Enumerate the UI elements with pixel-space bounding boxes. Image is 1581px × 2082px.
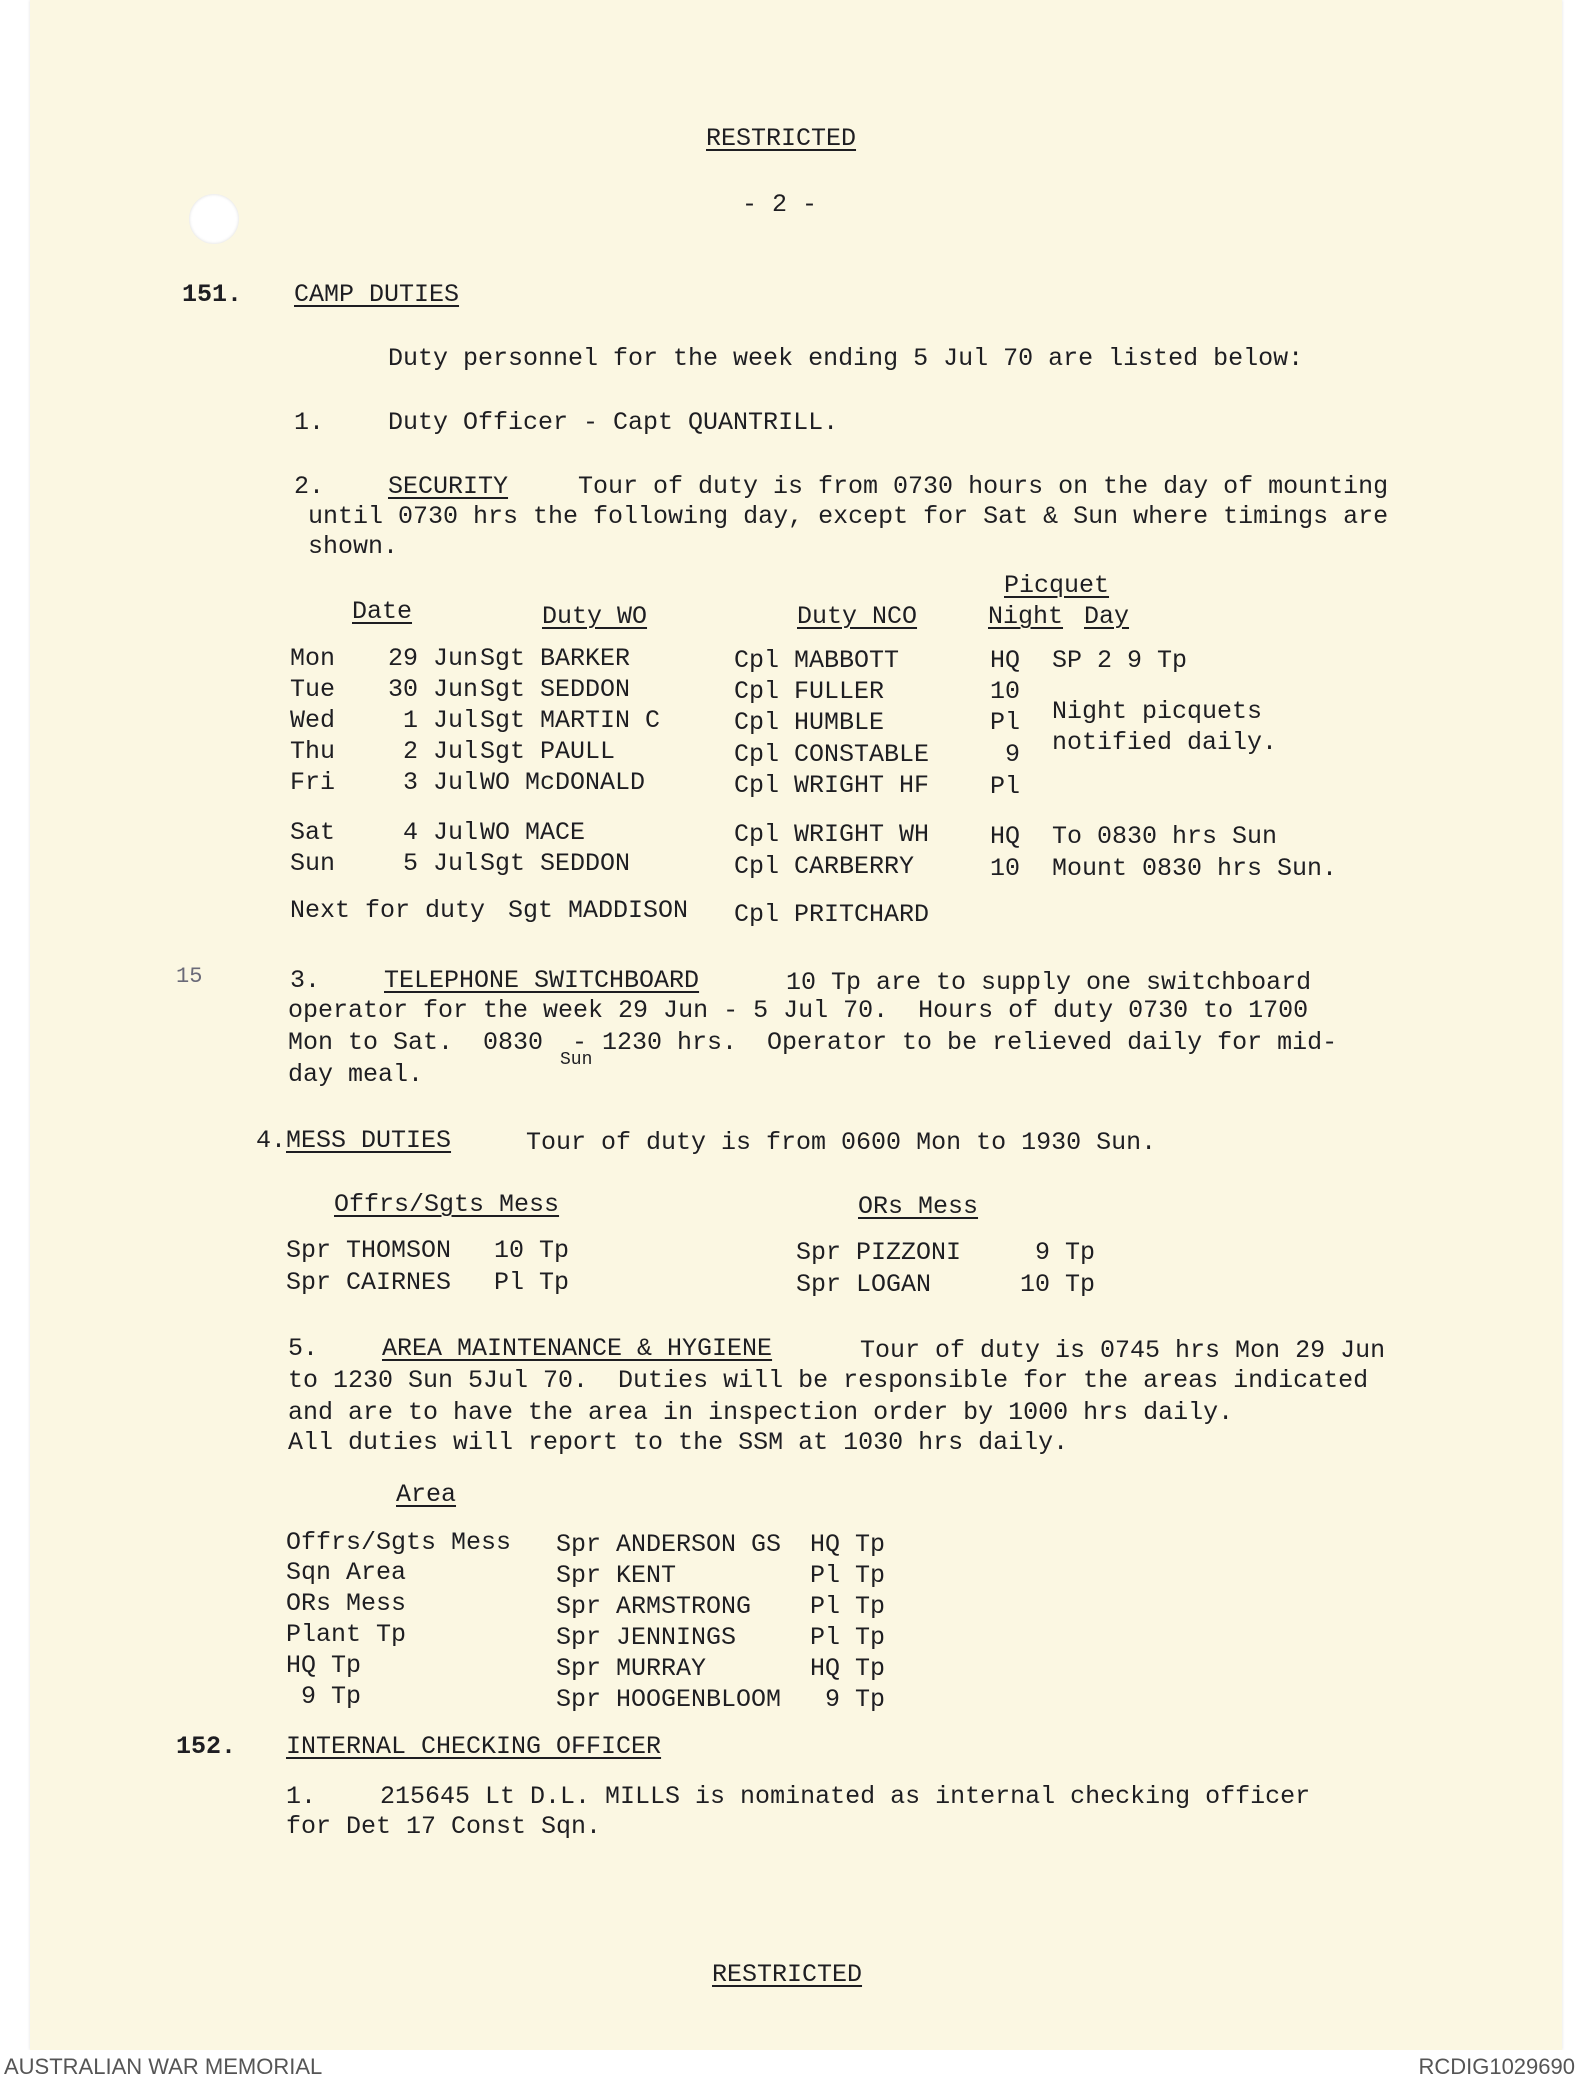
section-title-internal-checking: INTERNAL CHECKING OFFICER: [286, 1732, 662, 1761]
row-date: 5 Jul: [388, 849, 479, 878]
para-number-1: 1.: [294, 408, 325, 437]
row-night: HQ: [990, 646, 1021, 675]
row-duty-wo: WO McDONALD: [480, 768, 646, 797]
checking-officer-line1: 215645 Lt D.L. MILLS is nominated as internal checking officer: [380, 1782, 1311, 1811]
area-name: ORs Mess: [286, 1589, 407, 1618]
intro-text: Duty personnel for the week ending 5 Jul 70 are listed below:: [388, 344, 1304, 373]
offrs-mess-tp: 10 Tp: [494, 1236, 570, 1265]
offrs-mess-name: Spr CAIRNES: [286, 1268, 452, 1297]
ors-mess-tp: 10 Tp: [1020, 1270, 1096, 1299]
row-date: 2 Jul: [388, 737, 479, 766]
duty-nco-header: Duty NCO: [797, 602, 918, 631]
area-duty-person: Spr JENNINGS: [556, 1623, 737, 1652]
row-date: 29 Jun: [388, 644, 479, 673]
row-duty-wo: WO MACE: [480, 818, 586, 847]
next-label: Next for duty: [290, 896, 486, 925]
ors-mess-name: Spr PIZZONI: [796, 1238, 962, 1267]
area-duty-person: Spr HOOGENBLOOM: [556, 1685, 782, 1714]
row-day: Sat: [290, 818, 336, 847]
area-header: Area: [396, 1480, 457, 1509]
switchboard-text-line1: 10 Tp are to supply one switchboard: [786, 968, 1312, 997]
row-date: 1 Jul: [388, 706, 479, 735]
row-date: 30 Jun: [388, 675, 479, 704]
area-name: Offrs/Sgts Mess: [286, 1528, 512, 1557]
next-duty-nco: Cpl PRITCHARD: [734, 900, 930, 929]
area-name: Sqn Area: [286, 1558, 407, 1587]
date-header: Date: [352, 597, 413, 626]
area-maintenance-title: AREA MAINTENANCE & HYGIENE: [382, 1334, 773, 1363]
para-number-1-s152: 1.: [286, 1782, 317, 1811]
row-night: Pl: [990, 708, 1021, 737]
row-note: SP 2 9 Tp: [1052, 646, 1188, 675]
page-number: - 2 -: [742, 190, 818, 219]
para-number-3: 3.: [290, 966, 321, 995]
row-night: HQ: [990, 822, 1021, 851]
area-text-line4: All duties will report to the SSM at 1030 hrs daily.: [288, 1428, 1069, 1457]
security-title: SECURITY: [388, 472, 509, 501]
security-text-line1: Tour of duty is from 0730 hours on the day of mounting: [578, 472, 1389, 501]
night-header: Night: [988, 602, 1064, 631]
area-duty-tp: 9 Tp: [810, 1685, 886, 1714]
switchboard-text-line3a: Mon to Sat. 0830: [288, 1028, 544, 1057]
row-duty-wo: Sgt SEDDON: [480, 675, 631, 704]
row-duty-nco: Cpl HUMBLE: [734, 708, 885, 737]
row-day: Mon: [290, 644, 336, 673]
ors-mess-name: Spr LOGAN: [796, 1270, 932, 1299]
row-duty-wo: Sgt BARKER: [480, 644, 631, 673]
row-day: Sun: [290, 849, 336, 878]
sun-subscript: Sun: [560, 1050, 593, 1070]
section-number-152: 152.: [176, 1732, 237, 1761]
row-duty-nco: Cpl FULLER: [734, 677, 885, 706]
switchboard-text-line3b: - 1230 hrs. Operator to be relieved daily for mid-: [572, 1028, 1338, 1057]
day-header: Day: [1084, 602, 1130, 631]
row-duty-nco: Cpl CARBERRY: [734, 852, 915, 881]
margin-mark: 15: [176, 964, 203, 989]
area-duty-tp: Pl Tp: [810, 1592, 886, 1621]
area-duty-tp: HQ Tp: [810, 1530, 886, 1559]
mess-duties-text: Tour of duty is from 0600 Mon to 1930 Sun.: [526, 1128, 1157, 1157]
area-text-line1: Tour of duty is 0745 hrs Mon 29 Jun: [860, 1336, 1386, 1365]
area-duty-person: Spr KENT: [556, 1561, 677, 1590]
picquet-header: Picquet: [1004, 571, 1110, 600]
archive-footer: [0, 2050, 1581, 2082]
offrs-mess-header: Offrs/Sgts Mess: [334, 1190, 560, 1219]
row-note: notified daily.: [1052, 728, 1278, 757]
row-duty-nco: Cpl MABBOTT: [734, 646, 900, 675]
para-number-2: 2.: [294, 472, 325, 501]
section-number-151: 151.: [182, 280, 243, 309]
area-duty-person: Spr ARMSTRONG: [556, 1592, 752, 1621]
row-night: 10: [990, 854, 1021, 883]
area-name: HQ Tp: [286, 1651, 362, 1680]
area-duty-tp: HQ Tp: [810, 1654, 886, 1683]
row-duty-nco: Cpl WRIGHT HF: [734, 771, 930, 800]
switchboard-text-line4: day meal.: [288, 1060, 424, 1089]
row-day: Thu: [290, 737, 336, 766]
row-night: Pl: [990, 772, 1021, 801]
area-name: 9 Tp: [286, 1682, 362, 1711]
ors-mess-header: ORs Mess: [858, 1192, 979, 1221]
classification-footer: RESTRICTED: [712, 1960, 863, 1989]
duty-wo-header: Duty WO: [542, 602, 648, 631]
row-duty-wo: Sgt SEDDON: [480, 849, 631, 878]
area-duty-tp: Pl Tp: [810, 1623, 886, 1652]
classification-header: RESTRICTED: [706, 124, 857, 153]
switchboard-text-line2: operator for the week 29 Jun - 5 Jul 70. Hours of duty 0730 to 1700: [288, 996, 1309, 1025]
area-name: Plant Tp: [286, 1620, 407, 1649]
para-number-4: 4.: [256, 1126, 287, 1155]
archive-id: RCDIG1029690: [1418, 2054, 1575, 2079]
row-day: Fri: [290, 768, 336, 797]
area-duty-person: Spr MURRAY: [556, 1654, 707, 1683]
row-duty-wo: Sgt PAULL: [480, 737, 616, 766]
row-note: To 0830 hrs Sun: [1052, 822, 1278, 851]
row-night: 9: [990, 740, 1021, 769]
row-date: 3 Jul: [388, 768, 479, 797]
punch-hole: [189, 194, 239, 244]
row-note: Mount 0830 hrs Sun.: [1052, 854, 1338, 883]
row-duty-nco: Cpl WRIGHT WH: [734, 820, 930, 849]
offrs-mess-tp: Pl Tp: [494, 1268, 570, 1297]
checking-officer-line2: for Det 17 Const Sqn.: [286, 1812, 602, 1841]
archive-name: AUSTRALIAN WAR MEMORIAL: [4, 2054, 323, 2079]
mess-duties-title: MESS DUTIES: [286, 1126, 452, 1155]
row-day: Tue: [290, 675, 336, 704]
para-number-5: 5.: [288, 1334, 319, 1363]
row-duty-nco: Cpl CONSTABLE: [734, 740, 930, 769]
duty-officer-text: Duty Officer - Capt QUANTRILL.: [388, 408, 839, 437]
security-text-line3: shown.: [308, 532, 399, 561]
area-duty-tp: Pl Tp: [810, 1561, 886, 1590]
row-duty-wo: Sgt MARTIN C: [480, 706, 661, 735]
section-title-camp-duties: CAMP DUTIES: [294, 280, 460, 309]
security-text-line2: until 0730 hrs the following day, except for Sat & Sun where timings are: [308, 502, 1389, 531]
row-note: Night picquets: [1052, 697, 1263, 726]
area-text-line3: and are to have the area in inspection order by 1000 hrs daily.: [288, 1398, 1234, 1427]
area-duty-person: Spr ANDERSON GS: [556, 1530, 782, 1559]
next-duty-wo: Sgt MADDISON: [508, 896, 689, 925]
ors-mess-tp: 9 Tp: [1020, 1238, 1096, 1267]
row-date: 4 Jul: [388, 818, 479, 847]
offrs-mess-name: Spr THOMSON: [286, 1236, 452, 1265]
row-day: Wed: [290, 706, 336, 735]
area-text-line2: to 1230 Sun 5Jul 70. Duties will be responsible for the areas indicated: [288, 1366, 1369, 1395]
row-night: 10: [990, 677, 1021, 706]
switchboard-title: TELEPHONE SWITCHBOARD: [384, 966, 700, 995]
